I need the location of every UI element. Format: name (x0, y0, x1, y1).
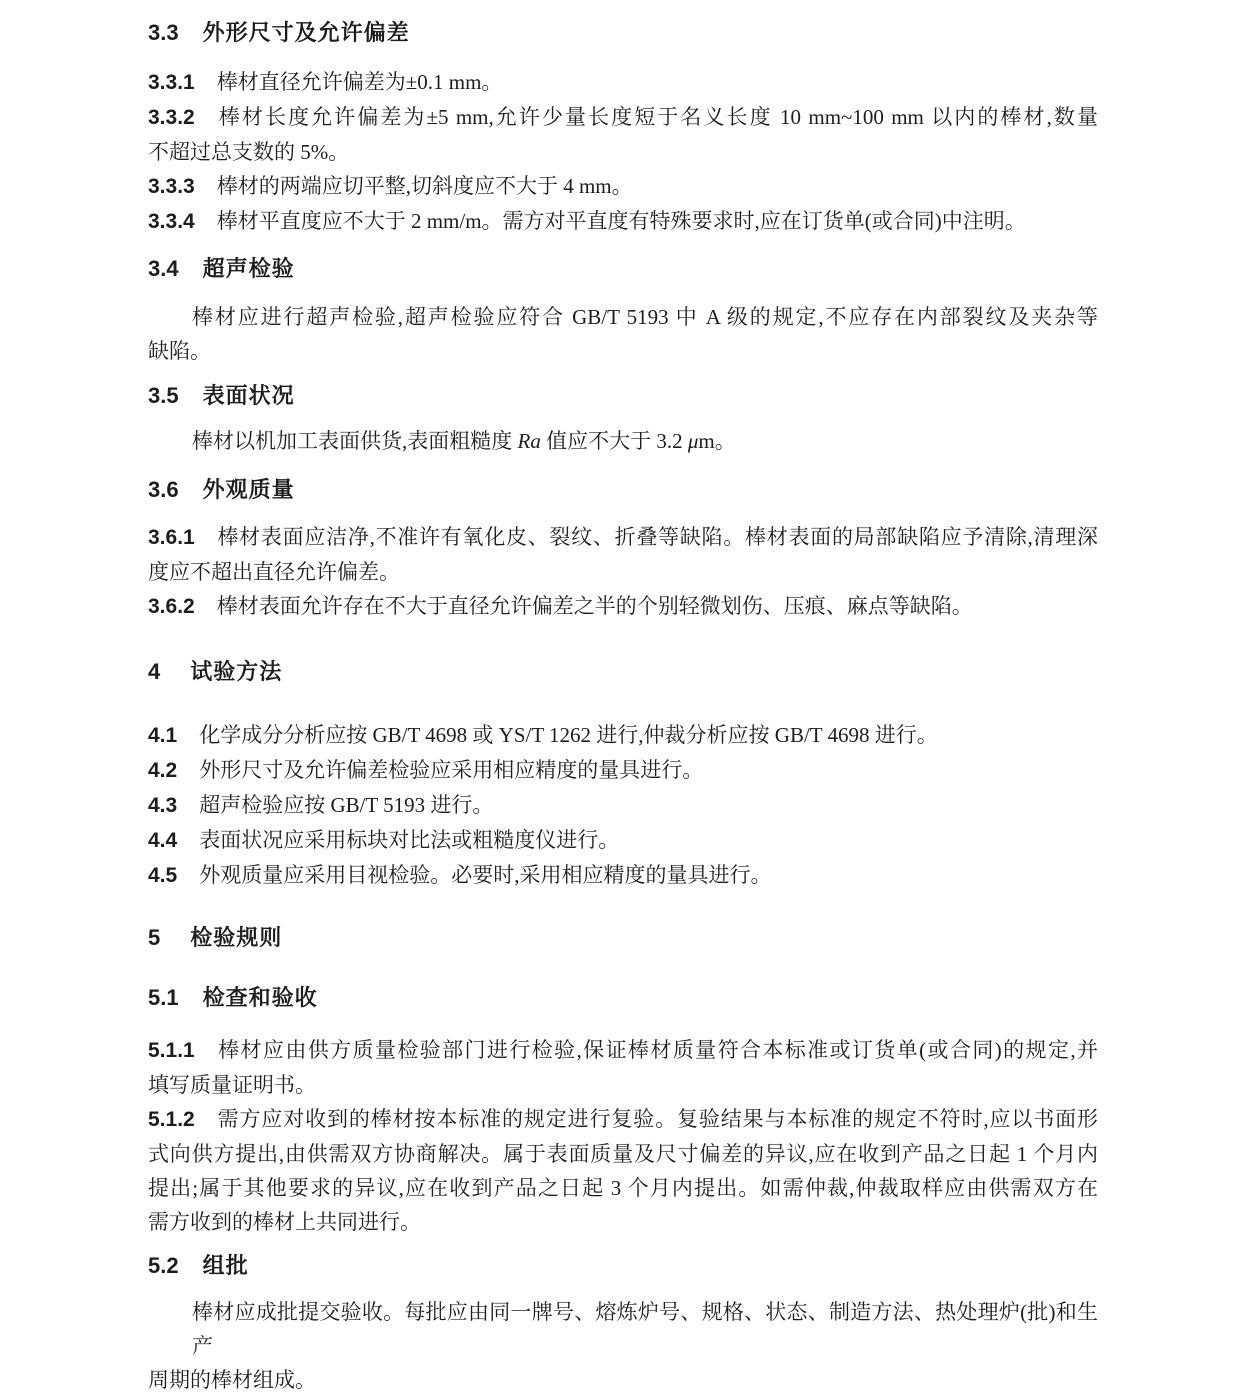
heading-4-number: 4 (148, 659, 161, 684)
paragraph-3-4-text-1: 棒材应进行超声检验,超声检验应符合 GB/T 5193 中 A 级的规定,不应存在内部裂纹及夹杂等 (192, 305, 1098, 329)
heading-3-3 (148, 16, 1098, 50)
clause-3-3-2-line-2 (148, 135, 1098, 169)
clause-5-1-2-line-2 (148, 1137, 1098, 1171)
heading-3-4-number: 3.4 (148, 256, 179, 281)
paragraph-3-4-line-1 (148, 300, 1098, 334)
clause-5-1-1-line-2 (148, 1068, 1098, 1102)
heading-5-2 (148, 1249, 1098, 1283)
heading-3-5 (148, 379, 1098, 413)
clause-4-2-number: 4.2 (148, 759, 178, 782)
clause-5-1-1-text-2: 填写质量证明书。 (148, 1073, 316, 1097)
clause-3-3-4-number: 3.3.4 (148, 210, 195, 233)
clause-5-1-2-line-1 (148, 1102, 1098, 1137)
clause-4-1-text: 化学成分分析应按 GB/T 4698 或 YS/T 1262 进行,仲裁分析应按 GB/T 4698 进行。 (199, 723, 938, 747)
clause-4-4 (148, 823, 1098, 858)
clause-4-1-number: 4.1 (148, 724, 178, 747)
paragraph-3-5-symbol-mu: μ (687, 429, 699, 453)
clause-4-3 (148, 788, 1098, 823)
clause-3-6-1-number: 3.6.1 (148, 526, 195, 549)
heading-5-2-title: 组批 (202, 1253, 249, 1278)
clause-5-1-2-text-1: 需方应对收到的棒材按本标准的规定进行复验。复验结果与本标准的规定不符时,应以书面形 (216, 1107, 1098, 1131)
clause-5-1-1-number: 5.1.1 (148, 1039, 195, 1062)
clause-4-2 (148, 753, 1098, 788)
heading-3-4 (148, 252, 1098, 286)
clause-4-5 (148, 858, 1098, 893)
clause-3-3-4-text: 棒材平直度应不大于 2 mm/m。需方对平直度有特殊要求时,应在订货单(或合同)中注明。 (216, 209, 1026, 233)
heading-5-number: 5 (148, 925, 161, 950)
clause-3-3-1 (148, 65, 1098, 100)
clause-4-4-number: 4.4 (148, 829, 178, 852)
clause-3-3-3 (148, 169, 1098, 204)
clause-5-1-2-text-4: 需方收到的棒材上共同进行。 (148, 1210, 421, 1234)
clause-4-1 (148, 718, 1098, 753)
heading-4 (148, 655, 1098, 689)
clause-3-6-1-line-2 (148, 555, 1098, 589)
clause-4-5-number: 4.5 (148, 864, 178, 887)
heading-5-1-title: 检查和验收 (202, 985, 318, 1010)
paragraph-3-5 (148, 424, 1098, 458)
clause-5-1-1-text-1: 棒材应由供方质量检验部门进行检验,保证棒材质量符合本标准或订货单(或合同)的规定,并 (216, 1038, 1098, 1062)
heading-3-6-title: 外观质量 (202, 477, 295, 502)
clause-4-3-text: 超声检验应按 GB/T 5193 进行。 (199, 793, 494, 817)
clause-3-6-1-line-1 (148, 520, 1098, 555)
heading-5-1 (148, 981, 1098, 1015)
paragraph-5-2-line-2 (148, 1363, 1098, 1397)
clause-4-5-text: 外观质量应采用目视检验。必要时,采用相应精度的量具进行。 (199, 863, 772, 887)
clause-3-3-3-text: 棒材的两端应切平整,切斜度应不大于 4 mm。 (216, 174, 633, 198)
paragraph-3-4-line-2 (148, 334, 1098, 368)
heading-5-2-number: 5.2 (148, 1253, 179, 1278)
heading-3-5-number: 3.5 (148, 383, 179, 408)
clause-5-1-2-text-3: 提出;属于其他要求的异议,应在收到产品之日起 3 个月内提出。如需仲裁,仲裁取样应由供需双方在 (148, 1176, 1098, 1200)
paragraph-3-5-symbol-ra: Ra (517, 429, 541, 453)
heading-5-title: 检验规则 (190, 925, 283, 950)
heading-5 (148, 921, 1098, 955)
clause-3-3-1-text: 棒材直径允许偏差为±0.1 mm。 (216, 70, 503, 94)
heading-4-title: 试验方法 (190, 659, 283, 684)
paragraph-5-2-text-1: 棒材应成批提交验收。每批应由同一牌号、熔炼炉号、规格、状态、制造方法、热处理炉(批)和生产 (192, 1300, 1098, 1358)
clause-3-6-2 (148, 589, 1098, 624)
heading-5-1-number: 5.1 (148, 985, 179, 1010)
clause-5-1-2-number: 5.1.2 (148, 1108, 195, 1131)
clause-4-4-text: 表面状况应采用标块对比法或粗糙度仪进行。 (199, 828, 620, 852)
clause-3-6-2-number: 3.6.2 (148, 595, 195, 618)
heading-3-3-title: 外形尺寸及允许偏差 (202, 20, 410, 45)
clause-3-3-4 (148, 204, 1098, 239)
clause-3-3-2-text-2: 不超过总支数的 5%。 (148, 140, 350, 164)
paragraph-3-5-text-2: 值应不大于 3.2 (540, 429, 688, 453)
clause-3-3-3-number: 3.3.3 (148, 175, 195, 198)
heading-3-6-number: 3.6 (148, 477, 179, 502)
clause-3-6-1-text-1: 棒材表面应洁净,不准许有氧化皮、裂纹、折叠等缺陷。棒材表面的局部缺陷应予清除,清理深 (216, 525, 1098, 549)
paragraph-5-2-text-2: 周期的棒材组成。 (148, 1368, 316, 1392)
clause-3-3-2-line-1 (148, 100, 1098, 135)
clause-4-2-text: 外形尺寸及允许偏差检验应采用相应精度的量具进行。 (199, 758, 704, 782)
clause-3-6-2-text: 棒材表面允许存在不大于直径允许偏差之半的个别轻微划伤、压痕、麻点等缺陷。 (216, 594, 973, 618)
clause-5-1-1-line-1 (148, 1033, 1098, 1068)
paragraph-3-5-text-1: 棒材以机加工表面供货,表面粗糙度 (192, 429, 518, 453)
document-content (148, 16, 1098, 1397)
heading-3-5-title: 表面状况 (202, 383, 295, 408)
clause-3-3-2-text-1: 棒材长度允许偏差为±5 mm,允许少量长度短于名义长度 10 mm~100 mm 以内的棒材,数量 (216, 105, 1098, 129)
heading-3-3-number: 3.3 (148, 20, 179, 45)
paragraph-3-4-text-2: 缺陷。 (148, 339, 211, 363)
paragraph-5-2-line-1 (148, 1295, 1098, 1363)
clause-3-3-1-number: 3.3.1 (148, 71, 195, 94)
clause-5-1-2-text-2: 式向供方提出,由供需双方协商解决。属于表面质量及尺寸偏差的异议,应在收到产品之日起 1 个月内 (148, 1142, 1098, 1166)
clause-3-3-2-number: 3.3.2 (148, 106, 195, 129)
clause-5-1-2-line-3 (148, 1171, 1098, 1205)
heading-3-6 (148, 473, 1098, 507)
clause-4-3-number: 4.3 (148, 794, 178, 817)
paragraph-3-5-text-3: m。 (698, 429, 736, 453)
clause-3-6-1-text-2: 度应不超出直径允许偏差。 (148, 560, 400, 584)
heading-3-4-title: 超声检验 (202, 256, 295, 281)
clause-5-1-2-line-4 (148, 1205, 1098, 1239)
